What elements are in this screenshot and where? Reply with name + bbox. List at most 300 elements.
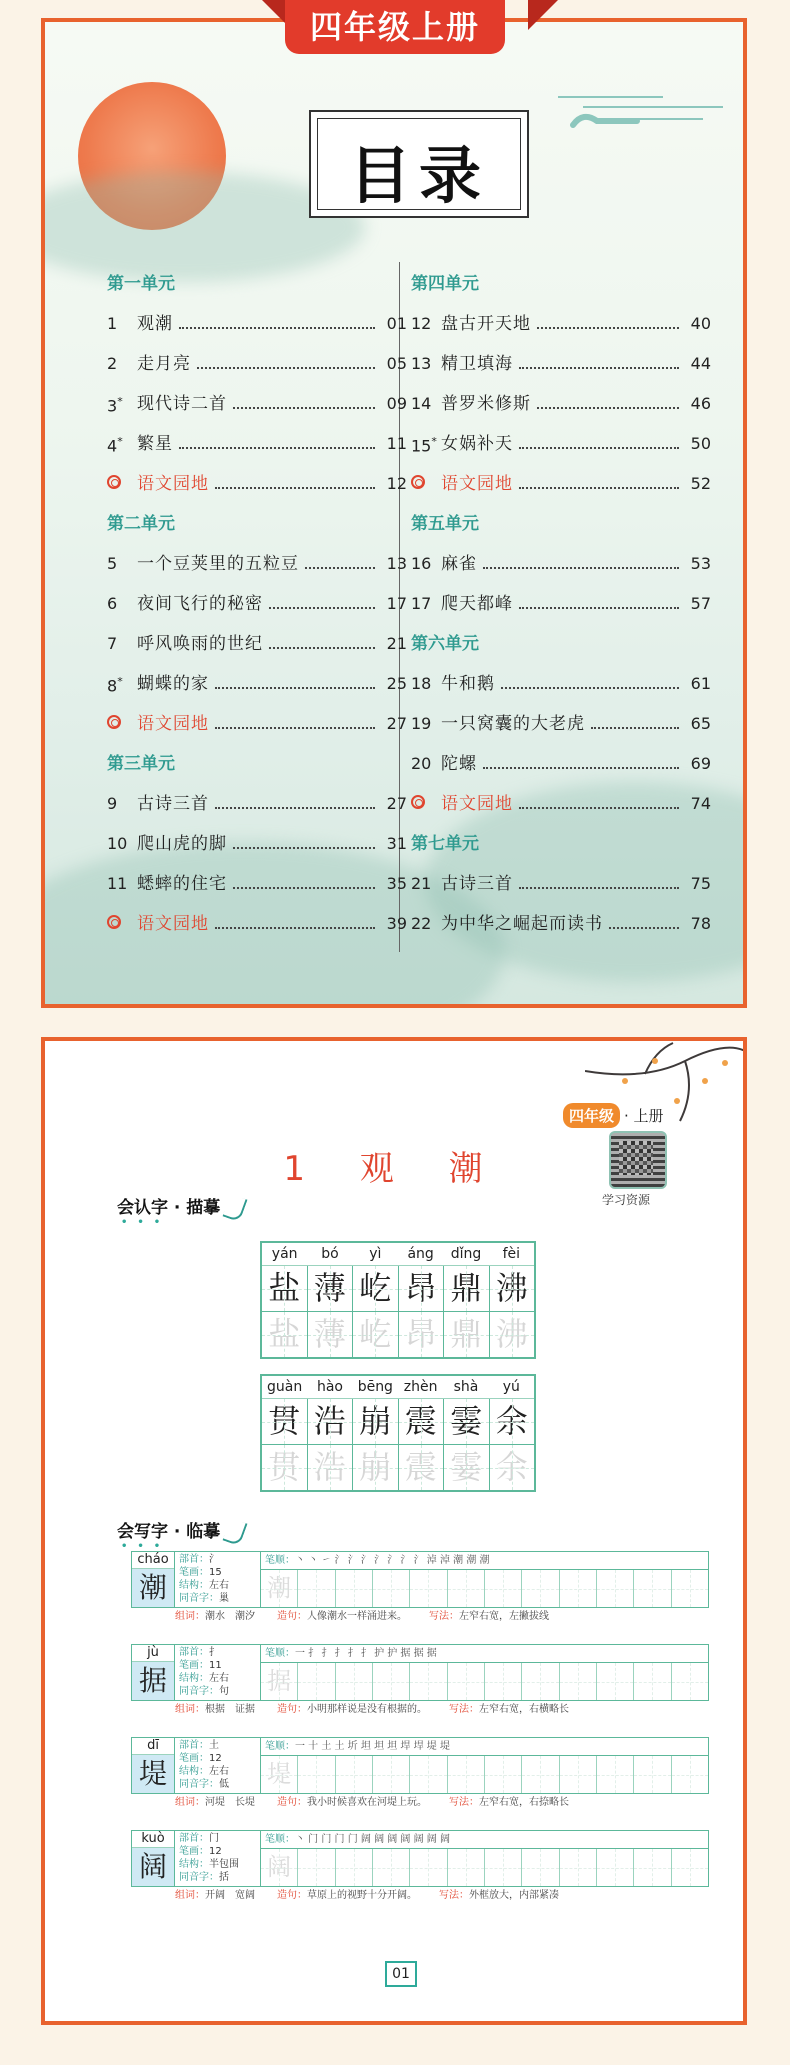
usage-label: 写法： <box>449 1797 479 1808</box>
stroke-order-label: 笔顺： <box>265 1834 295 1845</box>
usage-label: 造句： <box>277 1890 307 1901</box>
leader-dots <box>179 327 375 329</box>
usage-group <box>277 1701 427 1719</box>
lesson-title-text: 爬天都峰 <box>441 594 513 614</box>
trace-cell[interactable]: 霎 <box>444 1445 490 1490</box>
usage-label: 写法： <box>449 1704 479 1715</box>
lesson-title-text: 牛和鹅 <box>441 674 495 694</box>
lesson-title-text: 古诗三首 <box>441 874 513 894</box>
toc-garden-row[interactable] <box>107 904 407 944</box>
leader-dots <box>215 807 375 809</box>
char-info-line <box>179 1739 256 1752</box>
char-info-line <box>179 1659 256 1672</box>
qr-label: 学习资源 <box>602 1193 651 1207</box>
practice-cell[interactable] <box>597 1663 634 1700</box>
toc-left-column <box>107 264 407 944</box>
unit-heading: 第三单元 <box>107 754 175 774</box>
toc-lesson-row[interactable] <box>411 584 711 624</box>
practice-cell[interactable] <box>672 1570 708 1607</box>
practice-cell[interactable] <box>485 1756 522 1793</box>
info-value: 门 <box>209 1833 219 1844</box>
char-info-line <box>179 1845 256 1858</box>
usage-value: 潮水 潮汐 <box>205 1611 255 1622</box>
usage-value: 外框放大，内部紧凑 <box>469 1890 559 1901</box>
leader-dots <box>519 607 679 609</box>
char-row <box>262 1399 534 1445</box>
page-ref: 27 <box>386 714 407 733</box>
write-char-main <box>131 1551 709 1608</box>
practice-cell[interactable] <box>373 1756 410 1793</box>
stroke-order <box>261 1552 708 1570</box>
lesson-title-text: 走月亮 <box>137 354 191 374</box>
char-usage <box>131 1701 709 1719</box>
leader-dots <box>305 567 375 569</box>
lesson-title-text: 繁星 <box>137 434 173 454</box>
toc-garden-row[interactable] <box>107 464 407 504</box>
practice-cell[interactable]: 堤 <box>261 1756 298 1793</box>
practice-cell[interactable] <box>410 1849 447 1886</box>
practice-cell[interactable] <box>672 1663 708 1700</box>
trace-cell[interactable]: 屹 <box>353 1312 399 1357</box>
practice-cell[interactable] <box>560 1849 597 1886</box>
page-ref: 40 <box>690 314 711 333</box>
lesson-number: 9 <box>107 794 118 813</box>
practice-cell[interactable] <box>336 1570 373 1607</box>
garden-icon-wrap <box>107 704 137 744</box>
unit-heading: 第一单元 <box>107 274 175 294</box>
practice-grid <box>261 1663 708 1700</box>
lesson-title-text: 一只窝囊的大老虎 <box>441 714 585 734</box>
usage-label: 组词： <box>175 1797 205 1808</box>
usage-value: 左窄右宽，右横略长 <box>479 1704 569 1715</box>
toc-garden-row[interactable] <box>411 784 711 824</box>
char-cell: 贯 <box>262 1399 308 1445</box>
info-label: 结构： <box>179 1673 209 1684</box>
char-info-line <box>179 1646 256 1659</box>
write-char-main <box>131 1644 709 1701</box>
trace-cell[interactable]: 昂 <box>399 1312 445 1357</box>
info-label: 同音字： <box>179 1686 219 1697</box>
lesson-title-text: 语文园地 <box>441 474 513 494</box>
pinyin-text: áng <box>407 1246 434 1262</box>
page-ref: 69 <box>690 754 711 773</box>
toc-title: 目录 <box>348 139 489 212</box>
usage-value: 左窄右宽，右捺略长 <box>479 1797 569 1808</box>
lesson-number: 7 <box>107 634 118 653</box>
practice-cell[interactable] <box>410 1756 447 1793</box>
page-ref: 50 <box>690 434 711 453</box>
lesson-number: 8* <box>107 674 123 696</box>
practice-cell[interactable] <box>634 1849 671 1886</box>
char-info-line <box>179 1553 256 1566</box>
info-value: 左右 <box>209 1766 229 1777</box>
practice-cell[interactable] <box>597 1849 634 1886</box>
leader-dots <box>501 687 679 689</box>
char-usage <box>131 1608 709 1626</box>
trace-cell[interactable]: 鼎 <box>444 1312 490 1357</box>
usage-value: 人像潮水一样涌进来。 <box>307 1611 407 1622</box>
practice-cell[interactable] <box>672 1756 708 1793</box>
info-label: 结构： <box>179 1580 209 1591</box>
toc-lesson-row[interactable] <box>411 744 711 784</box>
practice-cell[interactable] <box>448 1570 485 1607</box>
usage-value: 河堤 长堤 <box>205 1797 255 1808</box>
pinyin-text: yú <box>502 1379 520 1395</box>
toc-lesson-row[interactable] <box>411 304 711 344</box>
practice-cell[interactable] <box>298 1570 335 1607</box>
lesson-title-text: 盘古开天地 <box>441 314 531 334</box>
lesson-title-text: 观潮 <box>137 314 173 334</box>
usage-group <box>439 1887 559 1905</box>
info-value: 11 <box>209 1660 222 1671</box>
garden-icon <box>411 475 425 489</box>
toc-lesson-row[interactable] <box>107 624 407 664</box>
leader-dots <box>519 887 679 889</box>
char-info-line <box>179 1858 256 1871</box>
leader-dots <box>269 647 375 649</box>
lesson-number: 17 <box>411 594 432 613</box>
toc-lesson-row[interactable] <box>107 784 407 824</box>
usage-group <box>277 1794 427 1812</box>
practice-cell[interactable] <box>597 1570 634 1607</box>
toc-garden-row[interactable] <box>411 464 711 504</box>
toc-lesson-row[interactable] <box>411 544 711 584</box>
char-info-line <box>179 1765 256 1778</box>
practice-cell[interactable] <box>410 1570 447 1607</box>
stroke-order-value: 丶 丶 ㇀ 氵 氵 氵 氵 氵 氵 氵 淖 淖 潮 潮 潮 <box>295 1555 490 1566</box>
recognize-box <box>260 1374 536 1492</box>
info-value: 句 <box>219 1686 229 1697</box>
toc-lesson-row[interactable] <box>411 864 711 904</box>
garden-icon-wrap <box>107 904 137 944</box>
page-ref: 65 <box>690 714 711 733</box>
page-ref: 17 <box>386 594 407 613</box>
trace-cell[interactable]: 贯 <box>262 1445 308 1490</box>
usage-group <box>277 1608 407 1626</box>
info-label: 结构： <box>179 1766 209 1777</box>
char-usage <box>131 1887 709 1905</box>
info-label: 笔画： <box>179 1846 209 1857</box>
practice-grid <box>261 1756 708 1793</box>
info-label: 同音字： <box>179 1872 219 1883</box>
pinyin-text: bēng <box>357 1379 393 1395</box>
practice-cell[interactable] <box>560 1570 597 1607</box>
practice-cell[interactable] <box>298 1663 335 1700</box>
toc-lesson-row[interactable] <box>411 904 711 944</box>
recognize-heading <box>117 1193 244 1228</box>
char-pinyin: jù <box>132 1645 174 1662</box>
practice-cell[interactable]: 潮 <box>261 1570 298 1607</box>
cloud-icon <box>553 77 733 137</box>
pinyin-row <box>262 1243 534 1266</box>
grade-badge: 四年级 <box>563 1103 620 1128</box>
usage-label: 组词： <box>175 1704 205 1715</box>
lesson-number: 20 <box>411 754 432 773</box>
write-practice <box>261 1831 708 1886</box>
write-char-block <box>131 1551 709 1626</box>
practice-cell[interactable] <box>672 1849 708 1886</box>
page-ref: 46 <box>690 394 711 413</box>
char-cell: 浩 <box>308 1399 354 1445</box>
trace-cell[interactable]: 沸 <box>490 1312 535 1357</box>
trace-row <box>262 1312 534 1357</box>
info-value: 扌 <box>209 1647 219 1658</box>
toc-lesson-row[interactable] <box>411 704 711 744</box>
info-value: 半包围 <box>209 1859 239 1870</box>
toc-lesson-row[interactable] <box>107 664 407 704</box>
info-value: 15 <box>209 1567 222 1578</box>
char-info-line <box>179 1592 256 1605</box>
char-info-line <box>179 1752 256 1765</box>
practice-cell[interactable] <box>522 1849 559 1886</box>
toc-garden-row[interactable] <box>107 704 407 744</box>
char-big: 堤 <box>132 1755 174 1793</box>
lesson-title-text: 一个豆荚里的五粒豆 <box>137 554 299 574</box>
garden-icon-wrap <box>411 464 441 504</box>
page-ref: 05 <box>386 354 407 373</box>
pinyin-text: zhèn <box>403 1379 438 1395</box>
char-cell: 震 <box>399 1399 445 1445</box>
stroke-order <box>261 1738 708 1756</box>
grade-tag <box>563 1103 664 1128</box>
toc-lesson-row[interactable] <box>107 344 407 384</box>
usage-group <box>429 1608 549 1626</box>
lesson-title-text: 语文园地 <box>441 794 513 814</box>
page-ref: 35 <box>386 874 407 893</box>
practice-cell[interactable]: 阔 <box>261 1849 298 1886</box>
unit-heading: 第四单元 <box>411 274 479 294</box>
write-char-main <box>131 1830 709 1887</box>
leader-dots <box>519 367 679 369</box>
info-value: 12 <box>209 1846 222 1857</box>
char-pinyin: cháo <box>132 1552 174 1569</box>
page-ref: 31 <box>386 834 407 853</box>
toc-lesson-row[interactable] <box>107 544 407 584</box>
toc-lesson-row[interactable] <box>107 584 407 624</box>
info-value: 左右 <box>209 1673 229 1684</box>
usage-group <box>449 1794 569 1812</box>
page-ref: 21 <box>386 634 407 653</box>
practice-cell[interactable] <box>634 1570 671 1607</box>
lesson-number: 21 <box>411 874 432 893</box>
char-display <box>132 1645 175 1700</box>
trace-cell[interactable]: 盐 <box>262 1312 308 1357</box>
optional-star: * <box>117 434 123 448</box>
lesson-title-text: 蟋蟀的住宅 <box>137 874 227 894</box>
unit-heading: 第二单元 <box>107 514 175 534</box>
write-practice <box>261 1552 708 1607</box>
practice-cell[interactable] <box>448 1849 485 1886</box>
char-display <box>132 1831 175 1886</box>
practice-cell[interactable] <box>560 1663 597 1700</box>
garden-icon <box>107 475 121 489</box>
write-char-block <box>131 1737 709 1812</box>
lesson-number: 3* <box>107 394 123 416</box>
pinyin-row <box>262 1376 534 1399</box>
lesson-number: 22 <box>411 914 432 933</box>
page-ref: 13 <box>386 554 407 573</box>
lesson-number: 1 <box>107 314 118 333</box>
practice-cell[interactable] <box>336 1849 373 1886</box>
toc-lesson-row[interactable] <box>411 384 711 424</box>
leader-dots <box>519 487 679 489</box>
lesson-title-text: 夜间飞行的秘密 <box>137 594 263 614</box>
leader-dots <box>537 327 679 329</box>
practice-cell[interactable] <box>634 1663 671 1700</box>
toc-lesson-row[interactable] <box>411 344 711 384</box>
garden-icon <box>107 715 121 729</box>
quill-icon <box>223 1194 248 1223</box>
info-label: 部首： <box>179 1740 209 1751</box>
info-value: 括 <box>219 1872 229 1883</box>
optional-star: * <box>117 394 123 408</box>
page-number: 01 <box>385 1961 417 1987</box>
trace-cell[interactable]: 浩 <box>308 1445 354 1490</box>
toc-lesson-row[interactable] <box>411 424 711 464</box>
usage-label: 造句： <box>277 1611 307 1622</box>
trace-cell[interactable]: 崩 <box>353 1445 399 1490</box>
char-info <box>175 1831 261 1886</box>
char-info-line <box>179 1672 256 1685</box>
write-heading <box>117 1517 244 1552</box>
practice-cell[interactable] <box>560 1756 597 1793</box>
info-label: 结构： <box>179 1859 209 1870</box>
lesson-number: 6 <box>107 594 118 613</box>
char-info <box>175 1645 261 1700</box>
leader-dots <box>483 567 679 569</box>
toc-lesson-row[interactable] <box>107 424 407 464</box>
grade-tab: 四年级上册 <box>285 0 505 54</box>
info-label: 同音字： <box>179 1779 219 1790</box>
char-big: 潮 <box>132 1569 174 1607</box>
char-info-line <box>179 1871 256 1884</box>
usage-group <box>175 1608 255 1626</box>
page-ref: 61 <box>690 674 711 693</box>
usage-label: 组词： <box>175 1890 205 1901</box>
trace-cell[interactable]: 震 <box>399 1445 445 1490</box>
leader-dots <box>519 807 679 809</box>
page-ref: 57 <box>690 594 711 613</box>
lesson-title-text: 为中华之崛起而读书 <box>441 914 603 934</box>
practice-cell[interactable] <box>298 1849 335 1886</box>
lesson-title-text: 爬山虎的脚 <box>137 834 227 854</box>
practice-cell[interactable] <box>336 1756 373 1793</box>
lesson-title-text: 陀螺 <box>441 754 477 774</box>
lesson-title-text: 普罗米修斯 <box>441 394 531 414</box>
toc-title-frame <box>309 110 529 218</box>
toc-lesson-row[interactable] <box>107 864 407 904</box>
info-value: 土 <box>209 1740 219 1751</box>
char-cell: 余 <box>490 1399 535 1445</box>
page-ref: 27 <box>386 794 407 813</box>
page-ref: 01 <box>386 314 407 333</box>
leader-dots <box>233 407 375 409</box>
char-big: 据 <box>132 1662 174 1700</box>
usage-group <box>277 1887 417 1905</box>
practice-cell[interactable] <box>373 1570 410 1607</box>
pinyin-text: dǐng <box>450 1246 482 1262</box>
page-ref: 25 <box>386 674 407 693</box>
leader-dots <box>591 727 679 729</box>
practice-cell[interactable] <box>298 1756 335 1793</box>
stroke-order <box>261 1645 708 1663</box>
toc-lesson-row[interactable] <box>107 824 407 864</box>
page-ref: 44 <box>690 354 711 373</box>
page-ref: 11 <box>386 434 407 453</box>
char-pinyin: dī <box>132 1738 174 1755</box>
practice-cell[interactable] <box>597 1756 634 1793</box>
lesson-number: 10 <box>107 834 128 853</box>
practice-cell[interactable] <box>522 1663 559 1700</box>
lesson-title-text: 语文园地 <box>137 474 209 494</box>
practice-cell[interactable] <box>336 1663 373 1700</box>
practice-grid <box>261 1570 708 1607</box>
practice-cell[interactable]: 据 <box>261 1663 298 1700</box>
trace-cell[interactable]: 薄 <box>308 1312 354 1357</box>
practice-cell[interactable] <box>522 1570 559 1607</box>
garden-icon-wrap <box>411 784 441 824</box>
practice-cell[interactable] <box>485 1570 522 1607</box>
practice-cell[interactable] <box>485 1849 522 1886</box>
info-value: 12 <box>209 1753 222 1764</box>
usage-group <box>175 1701 255 1719</box>
char-info-line <box>179 1566 256 1579</box>
leader-dots <box>197 367 375 369</box>
practice-cell[interactable] <box>485 1663 522 1700</box>
practice-cell[interactable] <box>448 1756 485 1793</box>
char-cell: 薄 <box>308 1266 354 1312</box>
leader-dots <box>519 447 679 449</box>
usage-label: 写法： <box>429 1611 459 1622</box>
garden-icon <box>411 795 425 809</box>
lesson-number: 12 <box>411 314 432 333</box>
info-value: 氵 <box>209 1554 219 1565</box>
char-big: 阔 <box>132 1848 174 1886</box>
optional-star: * <box>431 434 437 448</box>
info-value: 低 <box>219 1779 229 1790</box>
lesson-number: 19 <box>411 714 432 733</box>
usage-group <box>175 1887 255 1905</box>
info-label: 笔画： <box>179 1753 209 1764</box>
lesson-title-text: 女娲补天 <box>441 434 513 454</box>
leader-dots <box>215 927 375 929</box>
page-ref: 74 <box>690 794 711 813</box>
usage-value: 左窄右宽，左撇拔线 <box>459 1611 549 1622</box>
pinyin-text: bó <box>321 1246 339 1262</box>
leader-dots <box>483 767 679 769</box>
practice-cell[interactable] <box>522 1756 559 1793</box>
char-info <box>175 1738 261 1793</box>
practice-cell[interactable] <box>634 1756 671 1793</box>
leader-dots <box>215 487 375 489</box>
trace-cell[interactable]: 余 <box>490 1445 535 1490</box>
toc-lesson-row[interactable] <box>107 304 407 344</box>
practice-cell[interactable] <box>410 1663 447 1700</box>
usage-label: 组词： <box>175 1611 205 1622</box>
lesson-title-text: 现代诗二首 <box>137 394 227 414</box>
practice-cell[interactable] <box>373 1849 410 1886</box>
toc-lesson-row[interactable] <box>107 384 407 424</box>
pinyin-text: yì <box>369 1246 382 1262</box>
lesson-title-text: 麻雀 <box>441 554 477 574</box>
practice-cell[interactable] <box>373 1663 410 1700</box>
dots-decoration: ••• <box>121 1541 171 1552</box>
lesson-title-text: 呼风唤雨的世纪 <box>137 634 263 654</box>
practice-cell[interactable] <box>448 1663 485 1700</box>
toc-lesson-row[interactable] <box>411 664 711 704</box>
char-pinyin: kuò <box>132 1831 174 1848</box>
page-ref: 12 <box>386 474 407 493</box>
